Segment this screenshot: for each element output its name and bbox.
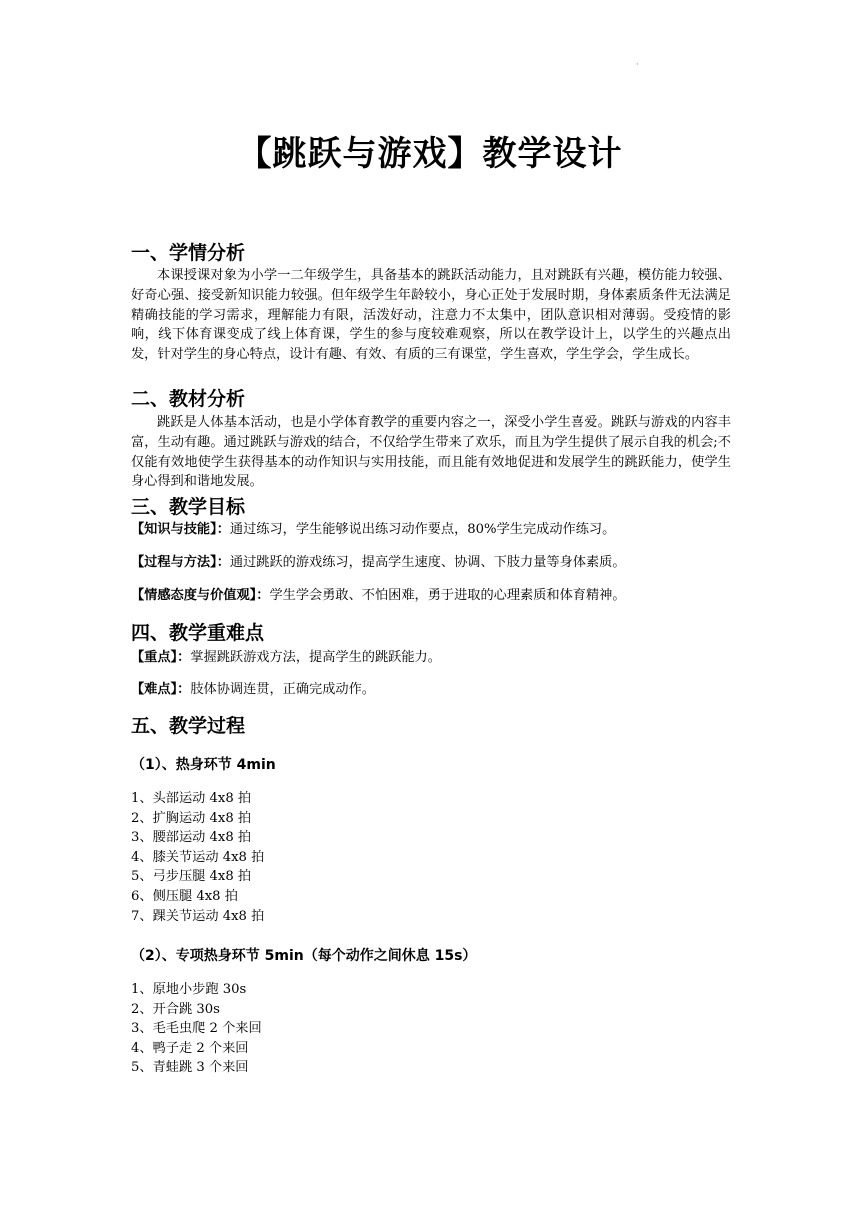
- special-warmup-list: [131, 980, 262, 1078]
- page-corner-mark: ·: [636, 60, 639, 69]
- list-item: 6、侧压腿 4x8 拍: [131, 888, 238, 904]
- list-item: 5、青蛙跳 3 个来回: [131, 1060, 249, 1076]
- goal-label: 【知识与技能】：: [131, 522, 230, 537]
- list-item: 5、弓步压腿 4x8 拍: [131, 869, 252, 885]
- list-item: 4、膝关节运动 4x8 拍: [131, 849, 265, 865]
- list-item: 7、踝关节运动 4x8 拍: [131, 908, 265, 924]
- list-item: 2、开合跳 30s: [131, 1001, 220, 1017]
- goal-label: 【情感态度与价值观】：: [131, 588, 270, 603]
- section-heading-key-difficult-points: 四、教学重难点: [131, 622, 265, 644]
- point-text: 掌握跳跃游戏方法，提高学生的跳跃能力。: [190, 650, 441, 665]
- warmup-heading: （1）、热身环节 4min: [131, 757, 276, 773]
- point-label: 【难点】：: [131, 682, 191, 697]
- goal-text: 通过练习，学生能够说出练习动作要点，80%学生完成动作练习。: [229, 522, 616, 537]
- section-heading-learner-analysis: 一、学情分析: [131, 242, 246, 264]
- warmup-list: [131, 789, 264, 926]
- goal-label: 【过程与方法】：: [131, 555, 230, 570]
- list-item: 2、扩胸运动 4x8 拍: [131, 810, 252, 826]
- goal-text: 学生学会勇敢、不怕困难，勇于进取的心理素质和体育精神。: [269, 588, 626, 603]
- goal-knowledge-skills: [131, 520, 741, 540]
- list-item: 1、原地小步跑 30s: [131, 982, 247, 997]
- list-item: 4、鸭子走 2 个来回: [131, 1040, 249, 1056]
- goal-text: 通过跳跃的游戏练习，提高学生速度、协调、下肢力量等身体素质。: [229, 555, 626, 570]
- list-item: 1、头部运动 4x8 拍: [131, 791, 252, 806]
- goal-process-method: [131, 553, 741, 573]
- point-text: 肢体协调连贯，正确完成动作。: [190, 682, 375, 697]
- material-analysis-paragraph: 跳跃是人体基本活动，也是小学体育教学的重要内容之一，深受小学生喜爱。跳跃与游戏的内容丰富，生动有趣。通过跳跃与游戏的结合，不仅给学生带来了欢乐，而且为学生提供了展示自我的机会;不仅能有效地使学生获得基本的动作知识与实用技能，而且能有效地促进和发展学生的跳跃能力，使学生身心得到和谐地发展。: [131, 415, 731, 490]
- point-label: 【重点】：: [131, 650, 191, 665]
- difficult-point: [131, 680, 741, 700]
- list-item: 3、腰部运动 4x8 拍: [131, 830, 252, 846]
- document-title: 【跳跃与游戏】教学设计: [237, 134, 623, 174]
- list-item: 3、毛毛虫爬 2 个来回: [131, 1021, 262, 1037]
- goal-attitude-values: [131, 586, 741, 606]
- section-heading-teaching-process: 五、教学过程: [131, 715, 246, 737]
- special-warmup-heading: （2）、专项热身环节 5min（每个动作之间休息 15s）: [131, 948, 477, 964]
- section-heading-teaching-goals: 三、教学目标: [131, 496, 246, 518]
- section-heading-material-analysis: 二、教材分析: [131, 388, 246, 410]
- learner-analysis-paragraph: 本课授课对象为小学一二年级学生，具备基本的跳跃活动能力，且对跳跃有兴趣，模仿能力较强、好奇心强、接受新知识能力较强。但年级学生年龄较小，身心正处于发展时期，身体素质条件无法满足精确技能的学习需求，理解能力有限，活泼好动，注意力不太集中，团队意识相对薄弱。受疫情的影响，线下体育课变成了线上体育课，学生的参与度较难观察，所以在教学设计上，以学生的兴趣点出发，针对学生的身心特点，设计有趣、有效、有质的三有课堂，学生喜欢，学生学会，学生成长。: [131, 268, 731, 363]
- key-point: [131, 648, 741, 668]
